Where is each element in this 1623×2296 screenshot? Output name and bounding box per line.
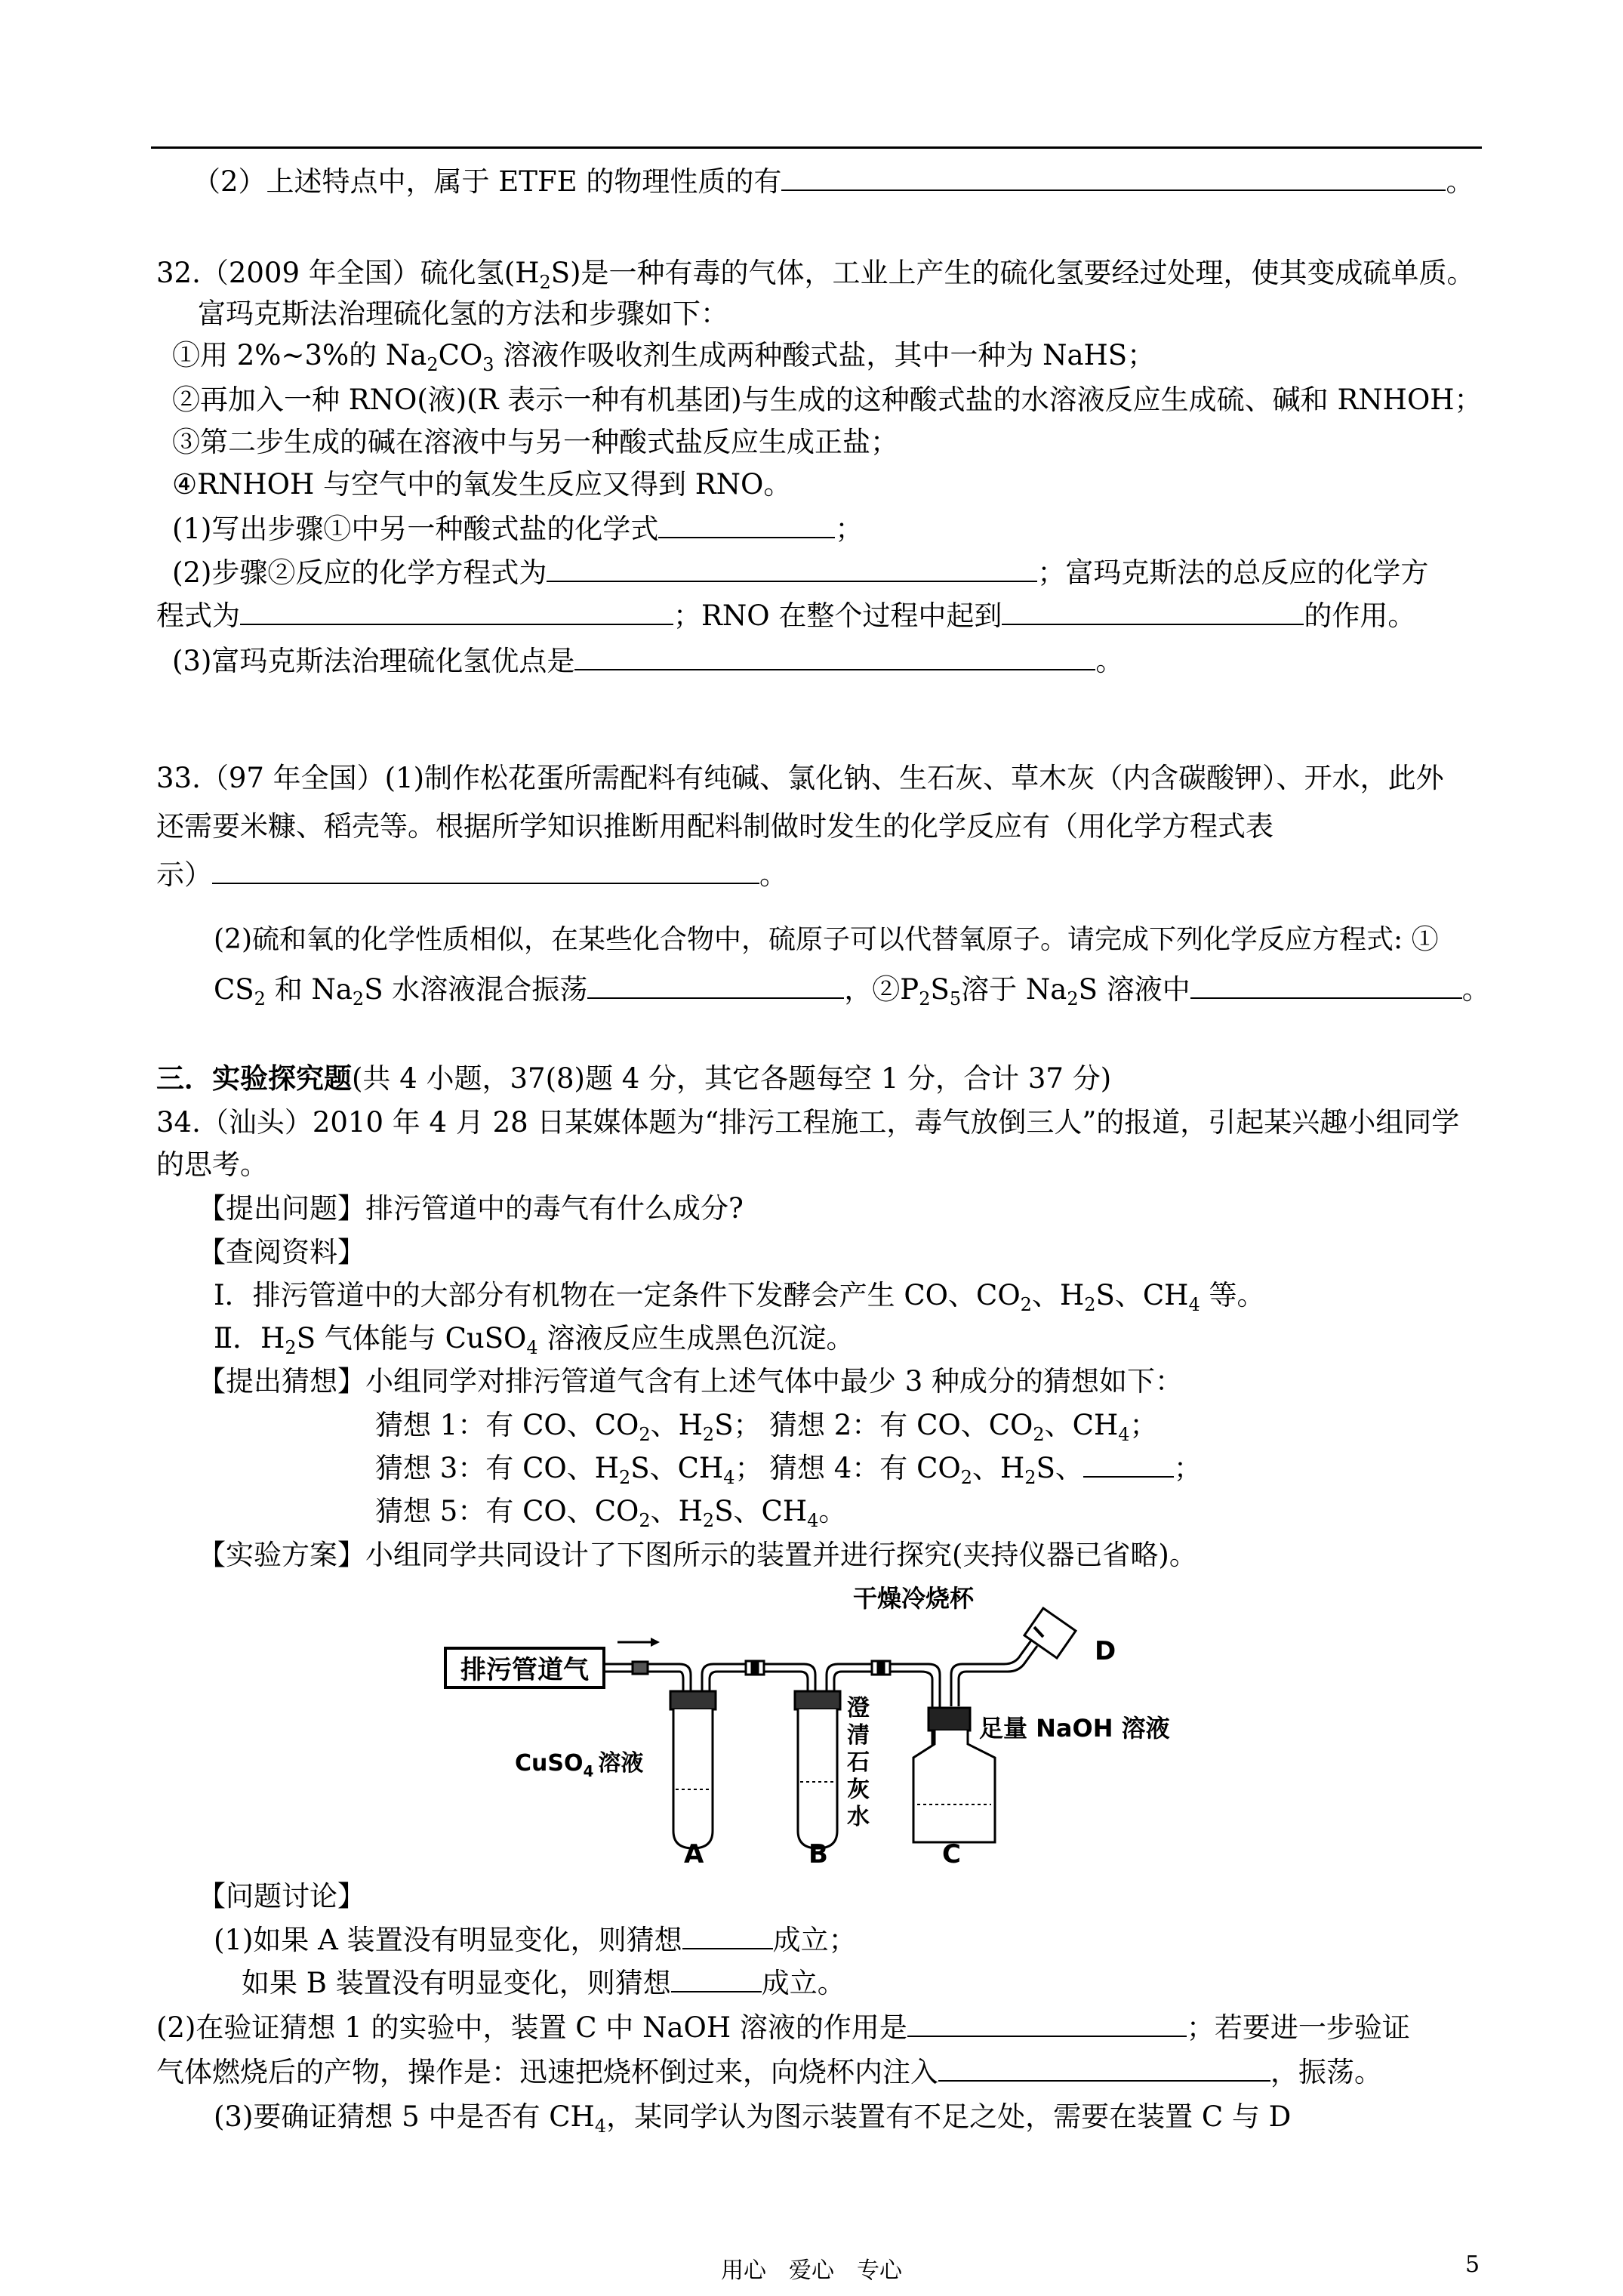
- q32-step2: ②再加入一种 RNO(液)(R 表示一种有机基团)与生成的这种酸式盐的水溶液反应生成硫、碱和 RNHOH；: [172, 384, 1483, 416]
- apparatus-diagram: [430, 1586, 1208, 1872]
- q32-intro-2: 富玛克斯法治理硫化氢的方法和步骤如下：: [198, 297, 728, 330]
- answer-blank[interactable]: [1002, 623, 1304, 625]
- cold-beaker-d: [1024, 1608, 1076, 1658]
- q32-intro: 32.（2009 年全国）硫化氢$(H_2S)$是一种有毒的气体，工业上产生的硫化氢要经过处理，使其变成硫单质。: [156, 257, 1475, 293]
- answer-blank[interactable]: [212, 882, 759, 884]
- naoh-label: 足量 NaOH 溶液: [979, 1714, 1170, 1743]
- q34-ask: 【提出问题】排污管道中的毒气有什么成分?: [198, 1192, 744, 1225]
- cold-beaker-label: 干燥冷烧杯: [853, 1586, 975, 1613]
- answer-blank[interactable]: [938, 2079, 1270, 2082]
- q34-d2-line2: 气体燃烧后的产物，操作是：迅速把烧杯倒过来，向烧杯内注入 ，振荡。: [156, 2056, 1382, 2088]
- q32-step1: ①用 2%~3%的 $Na_2CO_3$ 溶液作吸收剂生成两种酸式盐，其中一种为 NaHS；: [172, 339, 1156, 375]
- q32-sub3: (3)富玛克斯法治理硫化氢优点是 。: [172, 645, 1124, 677]
- q32-step4: ④RNHOH 与空气中的氧发生反应又得到 RNO。: [172, 468, 792, 501]
- q34-line2: 的思考。: [156, 1148, 268, 1181]
- answer-blank[interactable]: [671, 1990, 762, 1992]
- q34-info1: I．排污管道中的大部分有机物在一定条件下发酵会产生 CO、$CO_2$、$H_2S$、$CH_4$ 等。: [214, 1279, 1265, 1315]
- label-d: D: [1095, 1636, 1116, 1666]
- q32-sub1: (1)写出步骤①中另一种酸式盐的化学式 ；: [172, 513, 864, 545]
- svg-text:清: 清: [847, 1722, 870, 1749]
- q32-sub2: (2)步骤②反应的化学方程式为 ；富玛克斯法的总反应的化学方: [172, 556, 1429, 589]
- q34-guess4: 猜想 4：有 $CO_2$、$H_2S$、 ；: [769, 1452, 1202, 1488]
- answer-blank[interactable]: [547, 580, 1037, 582]
- tube-b: [795, 1691, 840, 1848]
- section3-title: 三．实验探究题(共 4 小题，37(8)题 4 分，其它各题每空 1 分，合计 37 分): [156, 1062, 1112, 1095]
- q34-guess-intro: 【提出猜想】小组同学对排污管道气含有上述气体中最少 3 种成分的猜想如下：: [198, 1365, 1184, 1398]
- answer-blank[interactable]: [781, 189, 1446, 191]
- gas-source-label: 排污管道气: [460, 1655, 589, 1685]
- answer-blank[interactable]: [574, 668, 1095, 670]
- svg-text:澄: 澄: [847, 1695, 870, 1721]
- label-a: A: [684, 1839, 704, 1869]
- answer-blank[interactable]: [907, 2035, 1187, 2037]
- tube-a: [670, 1691, 716, 1848]
- q31-part2: （2）上述特点中，属于 ETFE 的物理性质的有 。: [192, 165, 1474, 198]
- q34-guess3: 猜想 3：有 CO、$H_2S$、$CH_4$；: [375, 1452, 763, 1488]
- footer-text: 用心 爱心 专心: [721, 2257, 902, 2284]
- q33-part2-line2: $CS_2$ 和 $Na_2S$ 水溶液混合振荡 ，$②P_2S_5$溶于 $Na_2S$ 溶液中 。: [214, 973, 1490, 1009]
- q33-line3: 示） 。: [156, 858, 787, 891]
- q32-sub2-line2: 程式为 ；RNO 在整个过程中起到 的作用。: [156, 599, 1416, 632]
- q34-guess1: 猜想 1：有 CO、$CO_2$、$H_2S$；: [375, 1409, 762, 1445]
- answer-blank[interactable]: [682, 1947, 773, 1949]
- page-number: 5: [1465, 2251, 1480, 2278]
- q34-guess5: 猜想 5：有 CO、$CO_2$、$H_2S$、$CH_4$。: [375, 1495, 847, 1531]
- answer-blank[interactable]: [1083, 1475, 1174, 1478]
- answer-blank[interactable]: [240, 623, 673, 625]
- cuso4-label: CuSO$_4$ 溶液: [515, 1750, 644, 1780]
- svg-text:石: 石: [847, 1749, 870, 1776]
- q34-lookup: 【查阅资料】: [198, 1236, 365, 1268]
- q34-d2: (2)在验证猜想 1 的实验中，装置 C 中 NaOH 溶液的作用是 ；若要进一步验证: [156, 2011, 1410, 2044]
- q33-part2-line1: (2)硫和氧的化学性质相似，在某些化合物中，硫原子可以代替氧原子。请完成下列化学反应方程式: ①: [214, 924, 1439, 955]
- answer-blank[interactable]: [1190, 997, 1462, 999]
- q32-step3: ③第二步生成的碱在溶液中与另一种酸式盐反应生成正盐；: [172, 426, 898, 458]
- label-c: C: [942, 1839, 961, 1869]
- q33-line1: 33.（97 年全国）(1)制作松花蛋所需配料有纯碱、氯化钠、生石灰、草木灰（内含碳酸钾）、开水，此外: [156, 762, 1444, 794]
- answer-blank[interactable]: [658, 536, 835, 538]
- svg-text:水: 水: [847, 1804, 870, 1830]
- label-b: B: [808, 1839, 828, 1869]
- q34-plan: 【实验方案】小组同学共同设计了下图所示的装置并进行探究(夹持仪器已省略)。: [198, 1539, 1197, 1571]
- svg-text:灰: 灰: [847, 1777, 870, 1803]
- q34-line1: 34.（汕头）2010 年 4 月 28 日某媒体题为“排污工程施工，毒气放倒三人”的报道，引起某兴趣小组同学: [156, 1106, 1460, 1139]
- q34-info2: Ⅱ．$H_2S$ 气体能与 CuSO$_4$ 溶液反应生成黑色沉淀。: [214, 1322, 855, 1358]
- flow-arrow-head: [651, 1638, 660, 1647]
- q34-d1-line2: 如果 B 装置没有明显变化，则猜想 成立。: [242, 1967, 845, 1999]
- lime-water-label: [847, 1695, 870, 1830]
- answer-blank[interactable]: [587, 997, 844, 999]
- q34-discuss: 【问题讨论】: [198, 1880, 365, 1912]
- q34-d3: (3)要确证猜想 5 中是否有 $CH_4$，某同学认为图示装置有不足之处，需要在装置 C 与 D: [214, 2100, 1292, 2137]
- q33-line2: 还需要米糠、稻壳等。根据所学知识推断用配料制做时发生的化学反应有（用化学方程式表: [156, 810, 1273, 843]
- q34-guess2: 猜想 2：有 CO、$CO_2$、$CH_4$；: [769, 1409, 1158, 1445]
- header-rule: [151, 146, 1482, 149]
- q34-d1: (1)如果 A 装置没有明显变化，则猜想 成立；: [214, 1924, 857, 1956]
